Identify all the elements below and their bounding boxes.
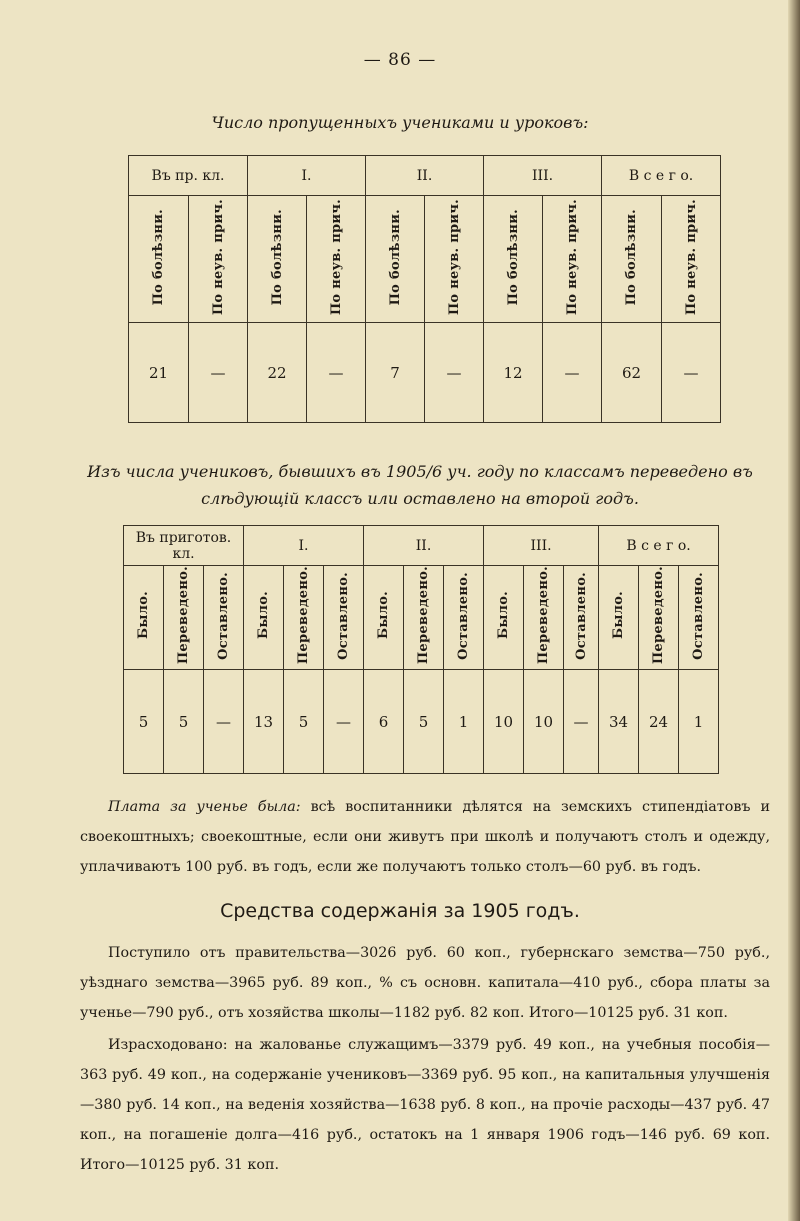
table1-subheader-cell [189, 196, 248, 323]
table1-value: 7 [366, 323, 425, 423]
table2-value: 10 [524, 670, 564, 774]
table1-subheader-illness: По болѣзни. [269, 208, 285, 306]
table2-value: 1 [444, 670, 484, 774]
table2-subheader-retained: Оставлено. [336, 571, 351, 660]
table2-value: 6 [364, 670, 404, 774]
finance-section-title: Средства содержанія за 1905 годъ. [220, 900, 580, 922]
table1-value: — [662, 323, 721, 423]
table2-group-1: I. [244, 526, 364, 566]
table1-subheader-cell [366, 196, 425, 323]
table2-subheader-cell [484, 566, 524, 670]
tuition-text: всѣ воспитанники дѣлятся на земскихъ стипендіатовъ и своекоштныхъ; своекоштные, если они живутъ при школѣ и получаютъ столъ и одежду, уплачиваютъ 100 руб. въ годъ, если же получаютъ только столъ—60 руб. въ годъ. [80, 799, 770, 875]
table2-subheader-cell [679, 566, 719, 670]
table2-subheader-was: Было. [496, 591, 512, 640]
table1-subheader-illness: По болѣзни. [624, 208, 640, 306]
table1-value-row [129, 323, 721, 423]
page-edge-shadow [788, 0, 800, 1221]
table1-subheader-cell [307, 196, 366, 323]
table1-group-3: III. [484, 156, 602, 196]
table2-value: 5 [124, 670, 164, 774]
table2-group-2: II. [364, 526, 484, 566]
table1-subheader-cell [484, 196, 543, 323]
table1-subheader-unexcused: По неув. прич. [328, 198, 344, 316]
table2-subheader-retained: Оставлено. [573, 571, 589, 660]
table1-subheader-cell [543, 196, 602, 323]
table2-value-row [124, 670, 719, 774]
table1-subheader-cell [129, 196, 189, 323]
table2-subheader-cell [564, 566, 599, 670]
page-number: — 86 — [363, 50, 437, 70]
table2-value: 34 [599, 670, 639, 774]
table2-subheader-retained: Оставлено. [216, 571, 231, 660]
table1-subheader-cell [662, 196, 721, 323]
table1-group-1: I. [248, 156, 366, 196]
table2-subheader-cell [124, 566, 164, 670]
table2-subheader-retained: Оставлено. [691, 571, 707, 660]
table2-value: 5 [284, 670, 324, 774]
table1-subheader-illness: По болѣзни. [151, 208, 166, 306]
table1-value: 12 [484, 323, 543, 423]
table1-subheader-illness: По болѣзни. [505, 208, 521, 306]
table2-subheader-cell [639, 566, 679, 670]
table2-subheader-retained: Оставлено. [456, 571, 472, 660]
table2-group-3: III. [484, 526, 599, 566]
table2-value: — [204, 670, 244, 774]
table2-subheader-row [124, 566, 719, 670]
table2-subheader-cell [244, 566, 284, 670]
finance-expense-paragraph: Израсходовано: на жалованье служащимъ—3379 руб. 49 коп., на учебныя пособія—363 руб. 49 коп., на содержаніе учениковъ—3369 руб. 95 коп., на капитальныя улучшенія—380 руб. 14 коп., на веденія хозяйства—1638 руб. 8 коп., на прочіе расходы—437 руб. 47 коп., на погашеніе долга—416 руб., остатокъ на 1 января 1906 годъ—146 руб. 69 коп. Итого—10125 руб. 31 коп. [80, 1037, 770, 1173]
table2-subheader-promoted: Переведено. [296, 566, 311, 665]
finance-income-paragraph: Поступило отъ правительства—3026 руб. 60 коп., губернскаго земства—750 руб., уѣзднаго земства—3965 руб. 89 коп., % съ основн. капитала—410 руб., сбора платы за ученье—790 руб., отъ хозяйства школы—1182 руб. 82 коп. Итого—10125 руб. 31 коп. [80, 945, 770, 1021]
table2-subheader-cell [284, 566, 324, 670]
table1-value: — [189, 323, 248, 423]
table1-group-total: В с е г о. [602, 156, 721, 196]
table2-subheader-was: Было. [136, 591, 151, 640]
table2-subheader-promoted: Переведено. [176, 566, 191, 665]
table2-subheader-promoted: Переведено. [536, 566, 552, 665]
table2-subheader-cell [404, 566, 444, 670]
table2-value: 5 [404, 670, 444, 774]
table1-value: 21 [129, 323, 189, 423]
table2-value: 24 [639, 670, 679, 774]
table2-subheader-promoted: Переведено. [416, 566, 432, 665]
table1-value: — [425, 323, 484, 423]
table2-value: — [324, 670, 364, 774]
table1-subheader-cell [602, 196, 662, 323]
table1-subheader-unexcused: По неув. прич. [683, 198, 699, 316]
table1-group-2: II. [366, 156, 484, 196]
table2-value: — [564, 670, 599, 774]
table1-value: — [307, 323, 366, 423]
table1-group-row [129, 156, 721, 196]
table2-subheader-cell [524, 566, 564, 670]
table1-subheader-row [129, 196, 721, 323]
table2-value: 13 [244, 670, 284, 774]
tuition-lead: Плата за ученье была: [108, 799, 301, 815]
table2-subheader-cell [204, 566, 244, 670]
table2-subheader-was: Было. [376, 591, 392, 640]
table1-value: 22 [248, 323, 307, 423]
table1-subheader-unexcused: По неув. прич. [210, 198, 226, 316]
table2-caption: Изъ числа учениковъ, бывшихъ въ 1905/6 уч. году по классамъ переведено въ слѣдующій классъ или оставлено на второй годъ. [87, 462, 753, 508]
table2-subheader-was: Было. [611, 591, 627, 640]
table2-subheader-cell [599, 566, 639, 670]
table1-group-prep: Въ пр. кл. [129, 156, 248, 196]
table2-value: 1 [679, 670, 719, 774]
table1-subheader-illness: По болѣзни. [387, 208, 403, 306]
table2-subheader-cell [444, 566, 484, 670]
missed-lessons-table [128, 155, 721, 423]
table1-value: 62 [602, 323, 662, 423]
table1-value: — [543, 323, 602, 423]
table2-subheader-cell [364, 566, 404, 670]
table2-subheader-was: Было. [256, 591, 271, 640]
table2-value: 10 [484, 670, 524, 774]
tuition-paragraph [80, 792, 770, 882]
table2-value: 5 [164, 670, 204, 774]
table1-caption: Число пропущенныхъ учениками и уроковъ: [211, 113, 589, 132]
table1-subheader-unexcused: По неув. прич. [446, 198, 462, 316]
table2-group-total: В с е г о. [599, 526, 719, 566]
table1-subheader-cell [248, 196, 307, 323]
table2-subheader-promoted: Переведено. [651, 566, 667, 665]
table2-group-row [124, 526, 719, 566]
table1-subheader-unexcused: По неув. прич. [564, 198, 580, 316]
table1-subheader-cell [425, 196, 484, 323]
table2-group-prep: Въ приготов. кл. [124, 526, 244, 566]
table2-subheader-cell [164, 566, 204, 670]
promotion-table [123, 525, 719, 774]
table2-subheader-cell [324, 566, 364, 670]
